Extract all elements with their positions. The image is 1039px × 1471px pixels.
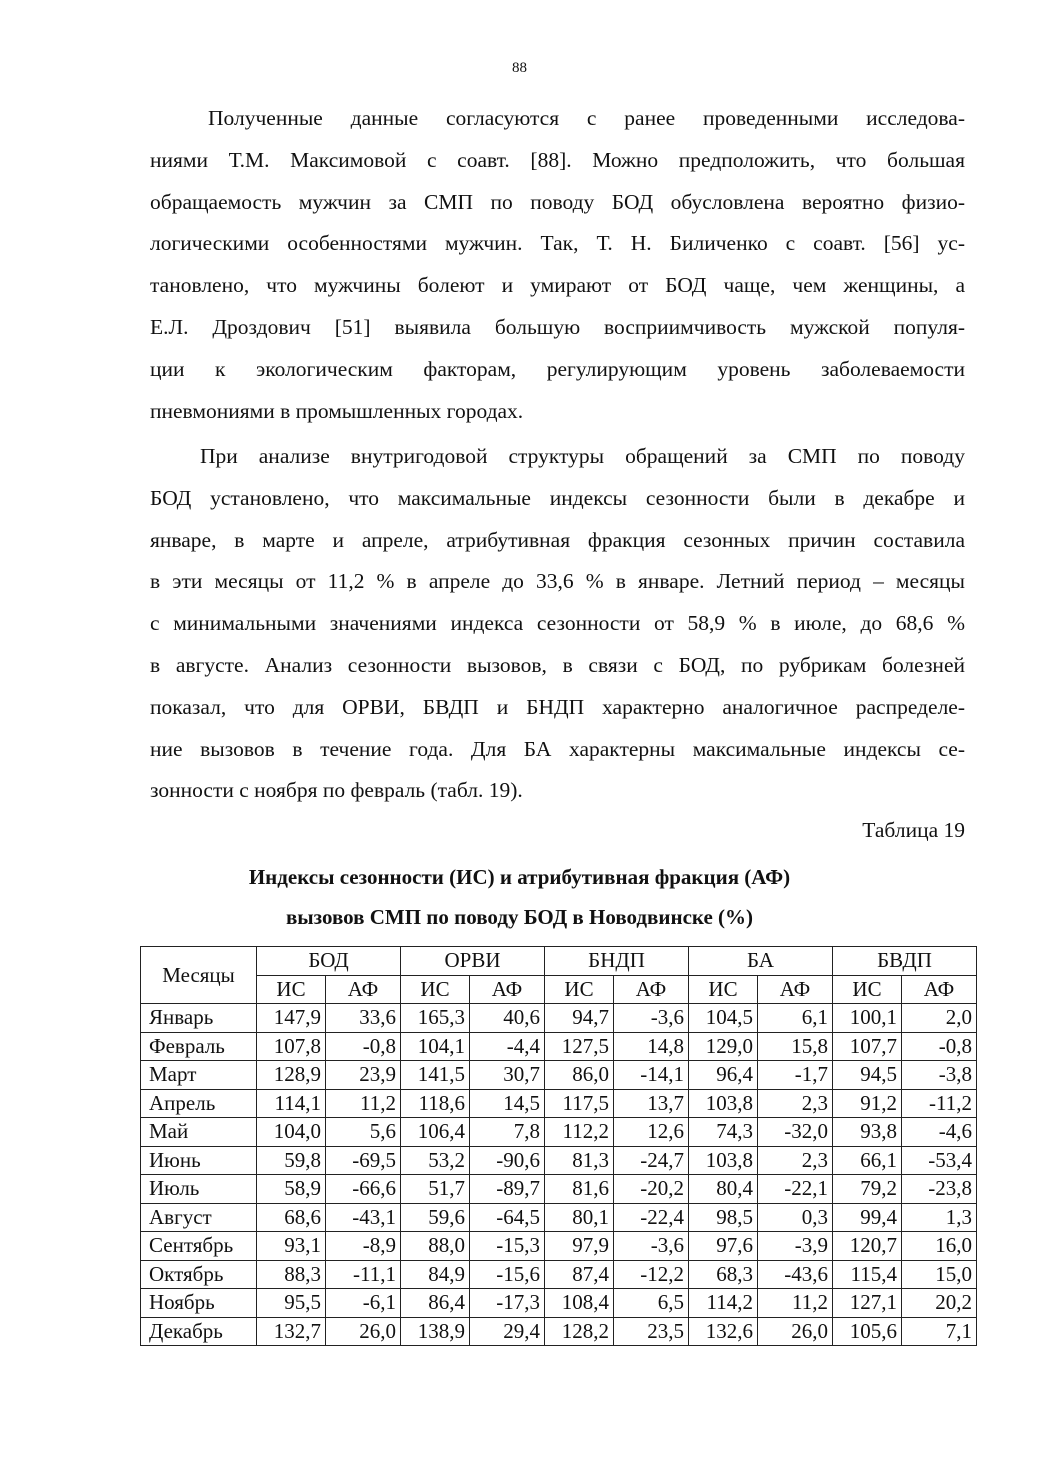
af-value-cell: 26,0 (758, 1317, 833, 1346)
text-line: ниями Т.М. Максимовой с соавт. [88]. Можно предположить, что большая (150, 147, 965, 172)
text-line: показал, что для ОРВИ, БВДП и БНДП характерно аналогичное распределе- (150, 694, 965, 719)
table-row (141, 1289, 977, 1318)
text-line: в эти месяцы от 11,2 % в апреле до 33,6 % в январе. Летний период – месяцы (150, 569, 965, 594)
is-value-cell: 68,6 (257, 1203, 326, 1232)
af-value-cell: 14,5 (470, 1089, 545, 1118)
is-value-cell: 93,8 (833, 1118, 902, 1147)
is-value-cell: 97,9 (545, 1232, 614, 1261)
subheader-af: АФ (758, 975, 833, 1004)
af-value-cell: -3,6 (614, 1004, 689, 1033)
af-value-cell: -4,4 (470, 1032, 545, 1061)
table-row (141, 1175, 977, 1204)
is-value-cell: 112,2 (545, 1118, 614, 1147)
table-row (141, 1004, 977, 1033)
text-line: логическими особенностями мужчин. Так, Т. Н. Биличенко с соавт. [56] ус- (150, 231, 965, 256)
af-value-cell: -14,1 (614, 1061, 689, 1090)
text-line: зонности с ноября по февраль (табл. 19). (150, 778, 523, 803)
is-value-cell: 91,2 (833, 1089, 902, 1118)
is-value-cell: 59,6 (401, 1203, 470, 1232)
af-value-cell: -90,6 (470, 1146, 545, 1175)
is-value-cell: 104,0 (257, 1118, 326, 1147)
af-value-cell: -0,8 (326, 1032, 401, 1061)
af-value-cell: -11,2 (902, 1089, 977, 1118)
af-value-cell: -15,6 (470, 1260, 545, 1289)
is-value-cell: 114,2 (689, 1289, 758, 1318)
af-value-cell: -6,1 (326, 1289, 401, 1318)
af-value-cell: 14,8 (614, 1032, 689, 1061)
month-cell: Февраль (141, 1032, 257, 1061)
af-value-cell: 20,2 (902, 1289, 977, 1318)
af-value-cell: -53,4 (902, 1146, 977, 1175)
text-line: обращаемость мужчин за СМП по поводу БОД обусловлена вероятно физио- (150, 189, 965, 214)
af-value-cell: -89,7 (470, 1175, 545, 1204)
is-value-cell: 108,4 (545, 1289, 614, 1318)
table-body (141, 1004, 977, 1346)
text-line: При анализе внутригодовой структуры обращений за СМП по поводу (200, 444, 965, 468)
subheader-is: ИС (257, 975, 326, 1004)
is-value-cell: 94,7 (545, 1004, 614, 1033)
is-value-cell: 51,7 (401, 1175, 470, 1204)
af-value-cell: -17,3 (470, 1289, 545, 1318)
is-value-cell: 84,9 (401, 1260, 470, 1289)
is-value-cell: 103,8 (689, 1146, 758, 1175)
text-line: в августе. Анализ сезонности вызовов, в связи с БОД, по рубрикам болезней (150, 652, 965, 677)
is-value-cell: 99,4 (833, 1203, 902, 1232)
table-row (141, 1260, 977, 1289)
text-line: январе, в марте и апреле, атрибутивная фракция сезонных причин составила (150, 527, 965, 552)
is-value-cell: 100,1 (833, 1004, 902, 1033)
month-cell: Август (141, 1203, 257, 1232)
text-line: с минимальными значениями индекса сезонности от 58,9 % в июле, до 68,6 % (150, 611, 965, 636)
af-value-cell: -12,2 (614, 1260, 689, 1289)
af-value-cell: 16,0 (902, 1232, 977, 1261)
table-label: Таблица 19 (862, 818, 965, 842)
is-value-cell: 103,8 (689, 1089, 758, 1118)
subheader-is: ИС (545, 975, 614, 1004)
af-value-cell: 40,6 (470, 1004, 545, 1033)
is-value-cell: 66,1 (833, 1146, 902, 1175)
month-cell: Апрель (141, 1089, 257, 1118)
is-value-cell: 88,0 (401, 1232, 470, 1261)
month-cell: Июнь (141, 1146, 257, 1175)
af-value-cell: 2,0 (902, 1004, 977, 1033)
text-line: ции к экологическим факторам, регулирующим уровень заболеваемости (150, 356, 965, 381)
is-value-cell: 93,1 (257, 1232, 326, 1261)
table-header-row-groups (141, 947, 977, 976)
is-value-cell: 115,4 (833, 1260, 902, 1289)
is-value-cell: 98,5 (689, 1203, 758, 1232)
is-value-cell: 95,5 (257, 1289, 326, 1318)
page-number: 88 (512, 60, 527, 76)
af-value-cell: -64,5 (470, 1203, 545, 1232)
table-row (141, 1118, 977, 1147)
month-column-header: Месяцы (141, 947, 257, 1004)
is-value-cell: 165,3 (401, 1004, 470, 1033)
text-line: пневмониями в промышленных городах. (150, 398, 524, 423)
is-value-cell: 87,4 (545, 1260, 614, 1289)
group-header-ba: БА (689, 947, 833, 976)
is-value-cell: 117,5 (545, 1089, 614, 1118)
af-value-cell: 6,5 (614, 1289, 689, 1318)
af-value-cell: -4,6 (902, 1118, 977, 1147)
is-value-cell: 128,9 (257, 1061, 326, 1090)
subheader-is: ИС (401, 975, 470, 1004)
af-value-cell: -22,1 (758, 1175, 833, 1204)
af-value-cell: -20,2 (614, 1175, 689, 1204)
table-header-row-subcolumns (141, 975, 977, 1004)
is-value-cell: 53,2 (401, 1146, 470, 1175)
table-row (141, 1032, 977, 1061)
af-value-cell: -1,7 (758, 1061, 833, 1090)
month-cell: Июль (141, 1175, 257, 1204)
af-value-cell: 6,1 (758, 1004, 833, 1033)
subheader-af: АФ (614, 975, 689, 1004)
group-header-orvi: ОРВИ (401, 947, 545, 976)
is-value-cell: 118,6 (401, 1089, 470, 1118)
month-cell: Сентябрь (141, 1232, 257, 1261)
is-value-cell: 107,8 (257, 1032, 326, 1061)
group-header-bvdp: БВДП (833, 947, 977, 976)
table-row (141, 1203, 977, 1232)
af-value-cell: 12,6 (614, 1118, 689, 1147)
is-value-cell: 107,7 (833, 1032, 902, 1061)
month-cell: Ноябрь (141, 1289, 257, 1318)
af-value-cell: 5,6 (326, 1118, 401, 1147)
subheader-af: АФ (326, 975, 401, 1004)
is-value-cell: 128,2 (545, 1317, 614, 1346)
month-cell: Октябрь (141, 1260, 257, 1289)
table-row (141, 1146, 977, 1175)
is-value-cell: 81,3 (545, 1146, 614, 1175)
af-value-cell: -66,6 (326, 1175, 401, 1204)
is-value-cell: 120,7 (833, 1232, 902, 1261)
af-value-cell: -11,1 (326, 1260, 401, 1289)
af-value-cell: 7,1 (902, 1317, 977, 1346)
af-value-cell: -24,7 (614, 1146, 689, 1175)
af-value-cell: -0,8 (902, 1032, 977, 1061)
month-cell: Март (141, 1061, 257, 1090)
is-value-cell: 88,3 (257, 1260, 326, 1289)
subheader-af: АФ (902, 975, 977, 1004)
subheader-is: ИС (833, 975, 902, 1004)
text-line: тановлено, что мужчины болеют и умирают от БОД чаще, чем женщины, а (150, 273, 965, 298)
af-value-cell: 1,3 (902, 1203, 977, 1232)
month-cell: Январь (141, 1004, 257, 1033)
is-value-cell: 80,4 (689, 1175, 758, 1204)
table-row (141, 1061, 977, 1090)
table-header (141, 947, 977, 1004)
is-value-cell: 106,4 (401, 1118, 470, 1147)
is-value-cell: 132,6 (689, 1317, 758, 1346)
is-value-cell: 81,6 (545, 1175, 614, 1204)
month-cell: Май (141, 1118, 257, 1147)
af-value-cell: 26,0 (326, 1317, 401, 1346)
is-value-cell: 114,1 (257, 1089, 326, 1118)
table-title-line-1: Индексы сезонности (ИС) и атрибутивная фракция (АФ) (248, 865, 791, 889)
af-value-cell: -8,9 (326, 1232, 401, 1261)
is-value-cell: 58,9 (257, 1175, 326, 1204)
text-line: Полученные данные согласуются с ранее проведенными исследова- (208, 106, 965, 130)
is-value-cell: 86,4 (401, 1289, 470, 1318)
subheader-af: АФ (470, 975, 545, 1004)
is-value-cell: 74,3 (689, 1118, 758, 1147)
af-value-cell: -69,5 (326, 1146, 401, 1175)
af-value-cell: -15,3 (470, 1232, 545, 1261)
af-value-cell: -32,0 (758, 1118, 833, 1147)
is-value-cell: 68,3 (689, 1260, 758, 1289)
month-cell: Декабрь (141, 1317, 257, 1346)
af-value-cell: -23,8 (902, 1175, 977, 1204)
af-value-cell: 2,3 (758, 1089, 833, 1118)
is-value-cell: 147,9 (257, 1004, 326, 1033)
is-value-cell: 86,0 (545, 1061, 614, 1090)
group-header-bndp: БНДП (545, 947, 689, 976)
af-value-cell: -43,6 (758, 1260, 833, 1289)
af-value-cell: 15,0 (902, 1260, 977, 1289)
af-value-cell: 23,5 (614, 1317, 689, 1346)
table-row (141, 1232, 977, 1261)
af-value-cell: 2,3 (758, 1146, 833, 1175)
is-value-cell: 141,5 (401, 1061, 470, 1090)
table-title-line-2: вызовов СМП по поводу БОД в Новодвинске (%) (285, 905, 754, 929)
af-value-cell: -43,1 (326, 1203, 401, 1232)
is-value-cell: 104,1 (401, 1032, 470, 1061)
af-value-cell: 29,4 (470, 1317, 545, 1346)
af-value-cell: -3,6 (614, 1232, 689, 1261)
is-value-cell: 127,5 (545, 1032, 614, 1061)
is-value-cell: 104,5 (689, 1004, 758, 1033)
af-value-cell: 11,2 (326, 1089, 401, 1118)
text-line: БОД установлено, что максимальные индексы сезонности были в декабре и (150, 485, 965, 510)
af-value-cell: -22,4 (614, 1203, 689, 1232)
af-value-cell: 30,7 (470, 1061, 545, 1090)
is-value-cell: 127,1 (833, 1289, 902, 1318)
table-row (141, 1317, 977, 1346)
af-value-cell: 13,7 (614, 1089, 689, 1118)
af-value-cell: 15,8 (758, 1032, 833, 1061)
is-value-cell: 132,7 (257, 1317, 326, 1346)
is-value-cell: 97,6 (689, 1232, 758, 1261)
af-value-cell: 33,6 (326, 1004, 401, 1033)
is-value-cell: 129,0 (689, 1032, 758, 1061)
seasonality-table (140, 946, 977, 1346)
text-line: ние вызовов в течение года. Для БА характерны максимальные индексы се- (150, 736, 965, 761)
is-value-cell: 59,8 (257, 1146, 326, 1175)
af-value-cell: 11,2 (758, 1289, 833, 1318)
is-value-cell: 80,1 (545, 1203, 614, 1232)
af-value-cell: -3,8 (902, 1061, 977, 1090)
paragraph-1 (150, 98, 965, 432)
af-value-cell: -3,9 (758, 1232, 833, 1261)
is-value-cell: 138,9 (401, 1317, 470, 1346)
group-header-bod: БОД (257, 947, 401, 976)
af-value-cell: 23,9 (326, 1061, 401, 1090)
af-value-cell: 0,3 (758, 1203, 833, 1232)
table-row (141, 1089, 977, 1118)
is-value-cell: 79,2 (833, 1175, 902, 1204)
paragraph-2 (150, 436, 965, 812)
af-value-cell: 7,8 (470, 1118, 545, 1147)
is-value-cell: 105,6 (833, 1317, 902, 1346)
subheader-is: ИС (689, 975, 758, 1004)
text-line: Е.Л. Дроздович [51] выявила большую восприимчивость мужской популя- (150, 314, 965, 339)
is-value-cell: 96,4 (689, 1061, 758, 1090)
is-value-cell: 94,5 (833, 1061, 902, 1090)
